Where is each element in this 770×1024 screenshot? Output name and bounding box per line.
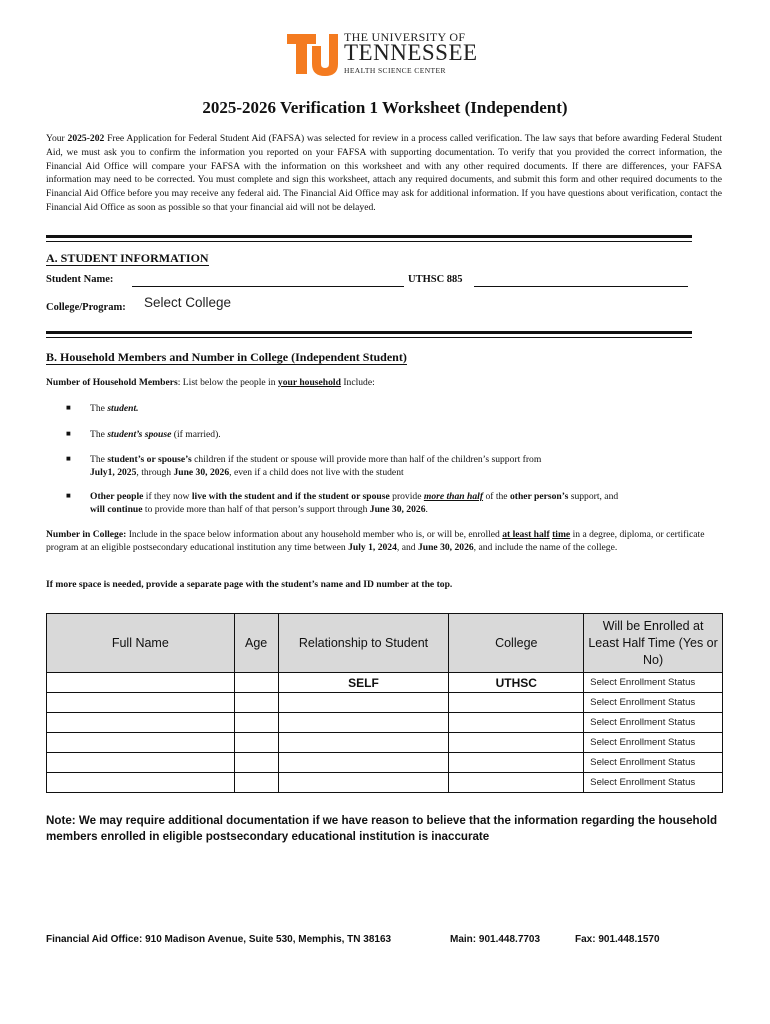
full-name-cell[interactable] bbox=[47, 733, 235, 753]
footer-address: Financial Aid Office: 910 Madison Avenue, Suite 530, Memphis, TN 38163 bbox=[46, 934, 392, 945]
age-cell[interactable] bbox=[234, 713, 278, 733]
age-cell[interactable] bbox=[234, 773, 278, 793]
bullet-icon: ■ bbox=[66, 403, 71, 412]
section-divider bbox=[46, 235, 692, 238]
column-header-age: Age bbox=[234, 614, 278, 673]
bullet-icon: ■ bbox=[66, 491, 71, 500]
column-header-relationship: Relationship to Student bbox=[278, 614, 449, 673]
table-row bbox=[47, 753, 723, 773]
relationship-cell[interactable] bbox=[278, 713, 449, 733]
relationship-cell[interactable] bbox=[278, 773, 449, 793]
footer-fax: Fax: 901.448.1570 bbox=[575, 934, 660, 945]
column-header-college: College bbox=[449, 614, 584, 673]
section-divider-thin bbox=[46, 337, 692, 338]
college-cell[interactable] bbox=[449, 713, 584, 733]
section-divider bbox=[46, 331, 692, 334]
enrollment-status-select[interactable]: Select Enrollment Status bbox=[584, 753, 723, 773]
bullet-icon: ■ bbox=[66, 454, 71, 463]
bullet-other-people: Other people if they now live with the student and if the student or spouse provide more than half of the other person’s support, and will continue to provide more than half of that person’s support through June 30, 2026. bbox=[90, 491, 619, 515]
college-program-label: College/Program: bbox=[46, 302, 126, 313]
full-name-cell[interactable] bbox=[47, 693, 235, 713]
table-row bbox=[47, 733, 723, 753]
household-members-intro: Number of Household Members: List below the people in your household Include: bbox=[46, 377, 375, 388]
age-cell[interactable] bbox=[234, 733, 278, 753]
college-cell[interactable] bbox=[449, 753, 584, 773]
age-cell[interactable] bbox=[234, 753, 278, 773]
note-text: Note: We may require additional documentation if we have reason to believe that the information regarding the household members enrolled in eligible postsecondary educational institution is inaccurate bbox=[46, 814, 718, 843]
column-header-full-name: Full Name bbox=[47, 614, 235, 673]
college-cell[interactable]: UTHSC bbox=[449, 673, 584, 693]
relationship-cell[interactable] bbox=[278, 693, 449, 713]
enrollment-status-select[interactable]: Select Enrollment Status bbox=[584, 733, 723, 753]
more-space-instruction: If more space is needed, provide a separate page with the student’s name and ID number at the top. bbox=[46, 579, 453, 590]
college-cell[interactable] bbox=[449, 693, 584, 713]
uthsc-id-label: UTHSC 885 bbox=[408, 274, 463, 285]
bullet-spouse: The student’s spouse (if married). bbox=[90, 429, 221, 440]
relationship-cell[interactable] bbox=[278, 753, 449, 773]
uthsc-id-field[interactable] bbox=[474, 286, 688, 287]
household-members-table bbox=[46, 613, 723, 793]
enrollment-status-select[interactable]: Select Enrollment Status bbox=[584, 773, 723, 793]
table-header-row bbox=[47, 614, 723, 673]
enrollment-status-select[interactable]: Select Enrollment Status bbox=[584, 673, 723, 693]
age-cell[interactable] bbox=[234, 693, 278, 713]
page-title: 2025-2026 Verification 1 Worksheet (Independent) bbox=[202, 98, 568, 117]
bullet-student: The student. bbox=[90, 403, 139, 414]
full-name-cell[interactable] bbox=[47, 773, 235, 793]
section-b-heading: B. Household Members and Number in College (Independent Student) bbox=[46, 350, 407, 364]
logo-line-1: THE UNIVERSITY OF bbox=[344, 30, 466, 44]
relationship-cell[interactable] bbox=[278, 733, 449, 753]
enrollment-status-select[interactable]: Select Enrollment Status bbox=[584, 713, 723, 733]
number-in-college-paragraph: Number in College: Include in the space below information about any household member who is, or will be, enrolled at least half time in a degree, diploma, or certificate program at an eligible postsecondary educational institution any time between July 1, 2024, and June 30, 2026, and include the name of the college. bbox=[46, 529, 705, 554]
college-cell[interactable] bbox=[449, 773, 584, 793]
footer-main-phone: Main: 901.448.7703 bbox=[450, 934, 541, 945]
logo-line-2: TENNESSEE bbox=[344, 40, 478, 65]
full-name-cell[interactable] bbox=[47, 753, 235, 773]
bullet-icon: ■ bbox=[66, 429, 71, 438]
college-cell[interactable] bbox=[449, 733, 584, 753]
section-divider-thin bbox=[46, 241, 692, 242]
table-row bbox=[47, 773, 723, 793]
full-name-cell[interactable] bbox=[47, 713, 235, 733]
intro-paragraph: Your 2025-202 Free Application for Federal Student Aid (FAFSA) was selected for review in a process called verification. The law says that before awarding Federal Student Aid, we must ask you to confirm the information you reported on your FAFSA with supporting documentation. To verify that you provided the correct information, the Financial Aid Office will compare your FAFSA with the information on this worksheet and with any other required documents. If there are differences, your FAFSA information may need to be corrected. You must complete and sign this worksheet, attach any required documents, and submit this form and other required documents to the Financial Aid Office before you may receive any federal aid. The Financial Aid Office may ask for additional information. If you have questions about verification, contact the Financial Aid Office as soon as possible so that your financial aid will not be delayed. bbox=[46, 133, 723, 213]
ut-logo-icon bbox=[286, 32, 338, 76]
column-header-enrollment: Will be Enrolled at Least Half Time (Yes or No) bbox=[584, 614, 723, 673]
student-name-field[interactable] bbox=[132, 286, 404, 287]
student-name-label: Student Name: bbox=[46, 274, 114, 285]
logo-line-3: HEALTH SCIENCE CENTER bbox=[344, 66, 446, 75]
enrollment-status-select[interactable]: Select Enrollment Status bbox=[584, 693, 723, 713]
college-select[interactable]: Select College bbox=[144, 295, 232, 310]
section-a-heading: A. STUDENT INFORMATION bbox=[46, 251, 209, 265]
relationship-cell[interactable]: SELF bbox=[278, 673, 449, 693]
table-row bbox=[47, 713, 723, 733]
age-cell[interactable] bbox=[234, 673, 278, 693]
university-logo bbox=[286, 30, 478, 80]
table-row bbox=[47, 673, 723, 693]
full-name-cell[interactable] bbox=[47, 673, 235, 693]
table-row bbox=[47, 693, 723, 713]
bullet-children: The student’s or spouse’s children if the student or spouse will provide more than half of the children’s support from July1, 2025, through June 30, 2026, even if a child does not live with the student bbox=[90, 454, 542, 478]
